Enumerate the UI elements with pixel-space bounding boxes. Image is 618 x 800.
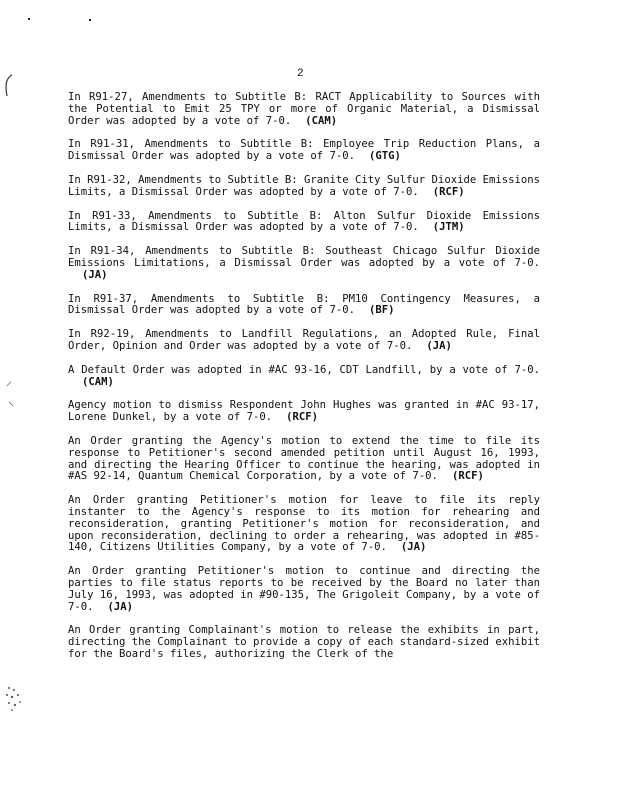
paragraph-text: An Order granting Petitioner's motion for leave to file its reply instanter to the Agency's response to its motion for rehearing and reconsideration, granting Petitioner's motion for reconsideration, and upon reconsideration, declining to order a rehearing, was adopted in #85-140, Citizens Utilities Company, by a vote of 7-0. xyxy=(68,494,540,554)
initials-tag: (CAM) xyxy=(305,114,338,127)
scan-speck xyxy=(28,18,30,20)
paragraph xyxy=(68,625,540,660)
paragraph-text: In R91-27, Amendments to Subtitle B: RACT Applicability to Sources with the Potential to Emit 25 TPY or more of Organic Material, a Dismissal Order was adopted by a vote of 7-0. xyxy=(68,91,540,127)
initials-tag: (JA) xyxy=(426,339,452,352)
initials-tag: (JTM) xyxy=(432,221,465,234)
paragraph-text: An Order granting the Agency's motion to extend the time to file its response to Petitioner's second amended petition until August 16, 1993, and directing the Hearing Officer to continue the hearing, was adopted in #AS 92-14, Quantum Chemical Corporation, by a vote of 7-0. xyxy=(68,434,540,483)
initials-tag: (RCF) xyxy=(286,411,318,424)
page-number: 2 xyxy=(297,68,304,80)
paragraph-text: In R91-33, Amendments to Subtitle B: Alton Sulfur Dioxide Emissions Limits, a Dismissal Order was adopted by a vote of 7-0. xyxy=(68,209,540,234)
initials-tag: (BF) xyxy=(369,304,395,317)
margin-bracket-mark xyxy=(4,74,14,98)
paragraph xyxy=(68,294,540,318)
paragraph xyxy=(68,365,540,389)
paragraph-text: In R92-19, Amendments to Landfill Regulations, an Adopted Rule, Final Order, Opinion and Order was adopted by a vote of 7-0. xyxy=(68,328,540,352)
paragraph xyxy=(68,211,540,235)
paragraph xyxy=(68,566,540,613)
paragraph-text: A Default Order was adopted in #AC 93-16, CDT Landfill, by a vote of 7-0. xyxy=(68,363,540,376)
initials-tag: (JA) xyxy=(82,268,108,281)
margin-mark: ⸜ xyxy=(8,394,15,408)
paragraph xyxy=(68,246,540,281)
paragraph xyxy=(68,495,540,554)
initials-tag: (CAM) xyxy=(82,375,114,388)
initials-tag: (JA) xyxy=(107,600,134,613)
initials-tag: (RCF) xyxy=(451,470,484,483)
scan-speck xyxy=(89,19,91,21)
document-body xyxy=(68,92,540,673)
paragraph xyxy=(68,400,540,424)
paragraph-text: In R91-37, Amendments to Subtitle B: PM10 Contingency Measures, a Dismissal Order was adopted by a vote of 7-0. xyxy=(68,292,540,317)
paragraph xyxy=(68,139,540,163)
initials-tag: (RCF) xyxy=(432,185,465,198)
paragraph xyxy=(68,329,540,353)
paragraph xyxy=(68,175,540,199)
paragraph-text: In R91-32, Amendments to Subtitle B: Granite City Sulfur Dioxide Emissions Limits, a Dismissal Order was adopted by a vote of 7-0. xyxy=(68,173,540,198)
initials-tag: (JA) xyxy=(400,541,427,554)
paragraph-text: In R91-31, Amendments to Subtitle B: Employee Trip Reduction Plans, a Dismissal Order was adopted by a vote of 7-0. xyxy=(68,138,540,163)
paragraph-text: An Order granting Complainant's motion to release the exhibits in part, directing the Complainant to provide a copy of each standard-sized exhibit for the Board's files, authorizing the Clerk of the xyxy=(68,624,540,660)
scan-smudge xyxy=(3,683,25,713)
paragraph-text: An Order granting Petitioner's motion to continue and directing the parties to file status reports to be received by the Board no later than July 16, 1993, was adopted in #90-135, The Grigoleit Company, by a vote of 7-0. xyxy=(68,565,540,613)
paragraph-text: In R91-34, Amendments to Subtitle B: Southeast Chicago Sulfur Dioxide Emissions Limitations, a Dismissal Order was adopted by a vote of 7-0. xyxy=(68,245,540,269)
initials-tag: (GTG) xyxy=(369,150,401,163)
paragraph xyxy=(68,436,540,483)
paragraph xyxy=(68,92,540,127)
margin-mark: ⸝ xyxy=(6,374,13,388)
paragraph-text: Agency motion to dismiss Respondent John Hughes was granted in #AC 93-17, Lorene Dunkel, by a vote of 7-0. xyxy=(68,399,540,424)
